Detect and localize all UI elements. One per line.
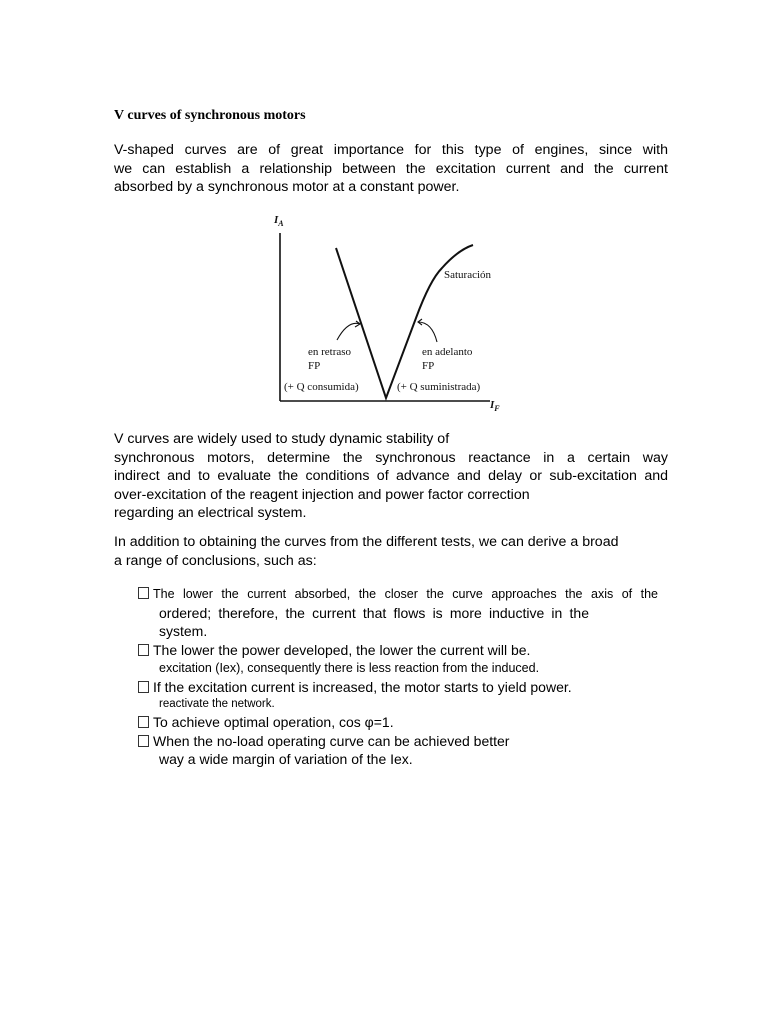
paragraph-line: synchronous motors, determine the synchronous reactance in a certain way — [114, 449, 668, 466]
list-item-line: system. — [159, 623, 208, 639]
conclusions-paragraph — [114, 533, 668, 570]
section-title: V curves of synchronous motors — [114, 108, 306, 123]
list-item — [138, 732, 658, 769]
paragraph-line: V curves are widely used to study dynamic stability of — [114, 431, 450, 447]
list-item-line: When the no-load operating curve can be achieved better — [138, 732, 658, 751]
list-item — [138, 641, 658, 678]
lagging-fp-label: FP — [308, 360, 321, 372]
bullet-box-icon — [138, 681, 149, 693]
intro-line: we can establish a relationship between the excitation current and the current — [114, 160, 668, 177]
list-item — [138, 585, 658, 641]
x-axis-label: $I_F$ — [490, 399, 500, 413]
leading-arrow — [418, 322, 437, 342]
lagging-label: en retraso — [308, 346, 352, 358]
saturation-label: Saturación — [444, 269, 492, 281]
list-item — [138, 713, 658, 732]
bullet-box-icon — [138, 644, 149, 656]
paragraph-line: In addition to obtaining the curves from the different tests, we can derive a broad — [114, 534, 619, 550]
intro-line: V-shaped curves are of great importance for this type of engines, since with — [114, 142, 668, 158]
paragraph-line: over-excitation of the reagent injection and power factor correction — [114, 486, 530, 503]
list-item-line: The lower the current absorbed, the closer the curve approaches the axis of the — [138, 585, 658, 604]
supplied-label: (+ Q suministrada) — [397, 381, 481, 393]
list-item-line: If the excitation current is increased, the motor starts to yield power. — [138, 678, 658, 697]
list-item-line: To achieve optimal operation, cos φ=1. — [138, 713, 658, 732]
y-axis-label: $I_A$ — [274, 214, 284, 228]
leading-fp-label: FP — [422, 360, 435, 372]
list-item — [138, 678, 658, 714]
intro-line: absorbed by a synchronous motor at a constant power. — [114, 179, 460, 195]
stability-paragraph — [114, 430, 668, 523]
list-item-line: reactivate the network. — [159, 698, 275, 710]
v-curves-figure — [270, 208, 510, 413]
list-item-line: The lower the power developed, the lower the current will be. — [138, 641, 658, 660]
intro-paragraph — [114, 141, 668, 197]
bullet-box-icon — [138, 587, 149, 599]
v-curves-diagram — [270, 208, 510, 413]
lagging-arrow-head — [355, 321, 360, 327]
consumed-label: (+ Q consumida) — [284, 381, 359, 393]
bullet-box-icon — [138, 735, 149, 747]
list-item-line: ordered; therefore, the current that flows is more inductive in the — [159, 604, 589, 621]
leading-label: en adelanto — [422, 346, 473, 358]
list-item-line: way a wide margin of variation of the Iex. — [159, 751, 413, 767]
paragraph-line: a range of conclusions, such as: — [114, 552, 317, 569]
bullet-box-icon — [138, 716, 149, 728]
list-item-line: excitation (Iex), consequently there is less reaction from the induced. — [159, 661, 540, 675]
conclusions-list — [138, 585, 658, 769]
paragraph-line: indirect and to evaluate the conditions of advance and delay or sub-excitation and — [114, 468, 668, 484]
paragraph-line: regarding an electrical system. — [114, 505, 307, 521]
